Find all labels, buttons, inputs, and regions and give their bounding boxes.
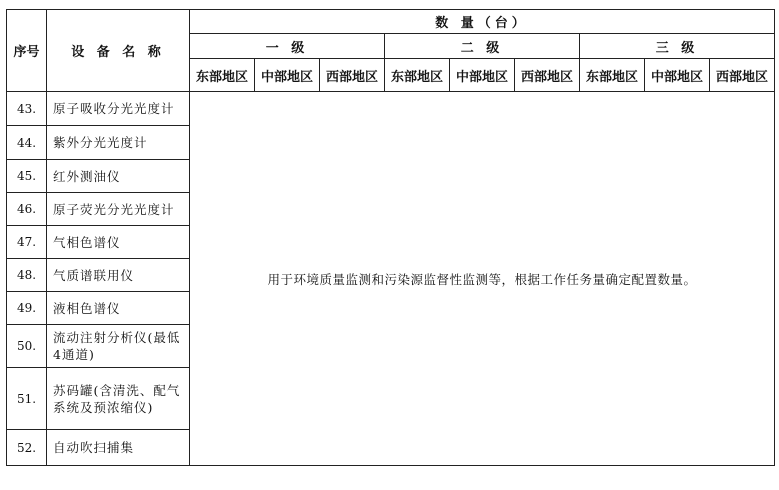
quantity-note: 用于环境质量监测和污染源监督性监测等，根据工作任务量确定配置数量。	[190, 92, 775, 466]
row-number: 48.	[7, 259, 47, 292]
device-name: 原子荧光分光光度计	[47, 193, 190, 226]
header-level-3: 三 级	[580, 34, 775, 59]
header-region-west: 西部地区	[515, 59, 580, 92]
row-number: 43.	[7, 92, 47, 126]
table-row	[7, 92, 775, 126]
header-region-east: 东部地区	[190, 59, 255, 92]
device-name: 自动吹扫捕集	[47, 430, 190, 466]
device-name: 苏码罐(含清洗、配气系统及预浓缩仪)	[47, 368, 190, 430]
header-device-name: 设 备 名 称	[47, 10, 190, 92]
header-region-west: 西部地区	[320, 59, 385, 92]
device-name: 气质谱联用仪	[47, 259, 190, 292]
device-name: 流动注射分析仪(最低4通道)	[47, 325, 190, 368]
row-number: 51.	[7, 368, 47, 430]
header-seq: 序号	[7, 10, 47, 92]
header-level-2: 二 级	[385, 34, 580, 59]
row-number: 49.	[7, 292, 47, 325]
device-name: 液相色谱仪	[47, 292, 190, 325]
header-level-1: 一 级	[190, 34, 385, 59]
device-name: 紫外分光光度计	[47, 126, 190, 160]
device-name: 气相色谱仪	[47, 226, 190, 259]
header-region-central: 中部地区	[645, 59, 710, 92]
header-region-east: 东部地区	[385, 59, 450, 92]
header-region-west: 西部地区	[710, 59, 775, 92]
row-number: 46.	[7, 193, 47, 226]
header-region-central: 中部地区	[255, 59, 320, 92]
row-number: 47.	[7, 226, 47, 259]
row-number: 45.	[7, 160, 47, 193]
header-region-central: 中部地区	[450, 59, 515, 92]
row-number: 50.	[7, 325, 47, 368]
row-number: 52.	[7, 430, 47, 466]
equipment-table	[6, 9, 775, 466]
row-number: 44.	[7, 126, 47, 160]
header-quantity: 数 量（台）	[190, 10, 775, 34]
device-name: 原子吸收分光光度计	[47, 92, 190, 126]
header-region-east: 东部地区	[580, 59, 645, 92]
device-name: 红外测油仪	[47, 160, 190, 193]
